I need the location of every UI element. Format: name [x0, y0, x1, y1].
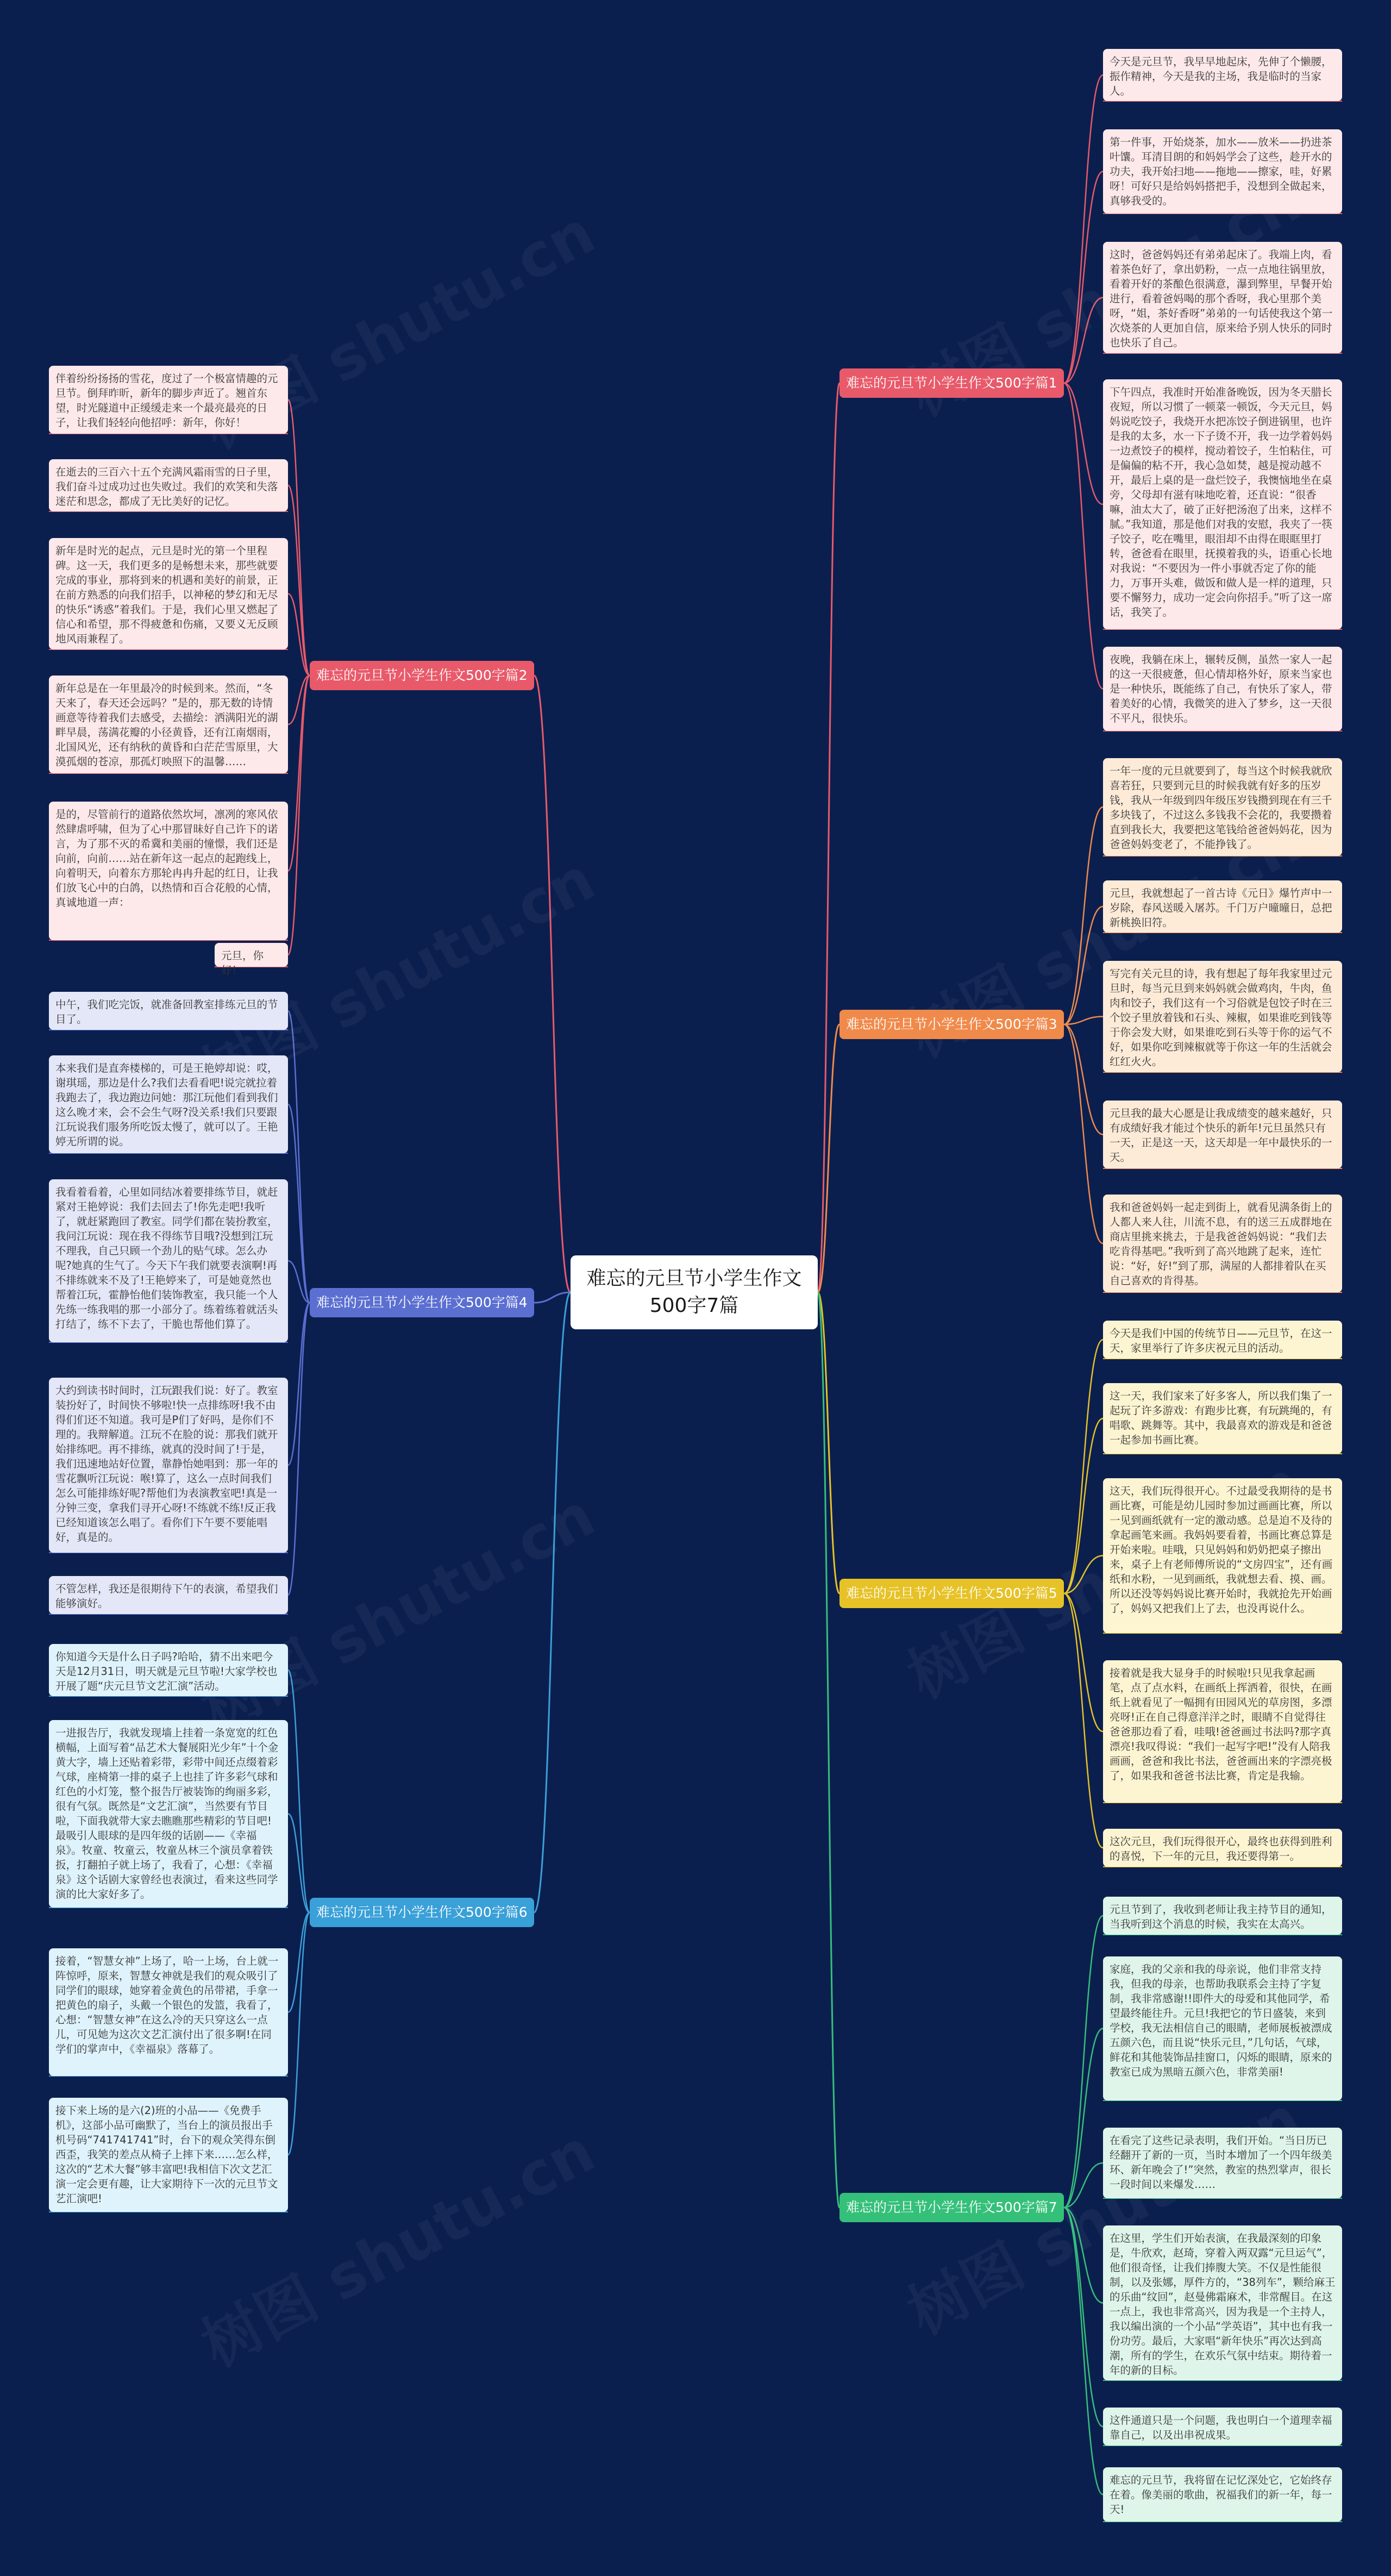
branch-7-label: 难忘的元旦节小学生作文500字篇7	[846, 2199, 1057, 2215]
connector-line	[534, 1292, 571, 1912]
leaf-3-2: 元旦，我就想起了一首古诗《元日》爆竹声中一岁除，春风送暖入屠苏。千门万户曈曈日，总把新桃换旧符。	[1103, 880, 1342, 933]
leaf-2-2: 在逝去的三百六十五个充满风霜雨雪的日子里，我们奋斗过成功过也失败过。我们的欢笑和失落迷茫和思念，都成了无比美好的记忆。	[49, 459, 288, 511]
connector-line	[288, 676, 310, 871]
leaf-5-3: 这天，我们玩得很开心。不过最受我期待的是书画比赛，可能是幼儿园时参加过画画比赛，所以一见到画纸就有一定的激动感。总是迫不及待的拿起画笔来画。我妈妈要看着，书画比赛总算是开始来啦。哇哦，只见妈妈和奶奶把桌子擦出来，桌子上有老师傅所说的“文房四宝”，还有画纸和水粉，一见到画纸，我就想去看、摸、画。所以还没等妈妈说比赛开始时，我就抢先开始画了，妈妈又把我们上了去，也没再说什么。	[1103, 1478, 1342, 1633]
leaf-7-3: 在看完了这些记录表明，我们开始。“当日历已经翻开了新的一页，当时本增加了一个四年级美环、新年晚会了!”突然，教室的热烈掌声，很长一段时间以来爆发……	[1103, 2128, 1342, 2198]
connector-line	[534, 676, 571, 1292]
connector-line	[1064, 1916, 1103, 2208]
branch-5-label: 难忘的元旦节小学生作文500字篇5	[846, 1585, 1057, 1601]
connector-line	[288, 1912, 310, 2012]
connector-line	[288, 1011, 310, 1303]
leaf-5-2: 这一天，我们家来了好多客人，所以我们集了一起玩了许多游戏：有跑步比赛，有玩跳绳的，有唱歌、跳舞等。其中，我最喜欢的游戏是和爸爸一起参加书画比赛。	[1103, 1383, 1342, 1454]
branch-6[interactable]	[310, 1898, 534, 1927]
branch-1-label: 难忘的元旦节小学生作文500字篇1	[846, 375, 1057, 391]
leaf-5-1: 今天是我们中国的传统节日——元旦节，在这一天，家里举行了许多庆祝元旦的活动。	[1103, 1321, 1342, 1359]
connector-line	[1064, 2208, 1103, 2427]
leaf-3-3: 写完有关元旦的诗，我有想起了每年我家里过元旦时，每当元旦到来妈妈就会做鸡肉，牛肉，鱼肉和饺子，我们这有一个习俗就是包饺子时在三个饺子里放着钱和石头、辣椒，如果谁吃到钱等于你会发大财，如果谁吃到石头等于你的运气不好，如果你吃到辣椒就等于你这一年的生活就会红红火火。	[1103, 961, 1342, 1072]
leaf-7-6: 难忘的元旦节，我将留在记忆深处它，它始终存在着。像美丽的歌曲，祝福我们的新一年，每一天!	[1103, 2467, 1342, 2522]
leaf-1-5: 夜晚，我躺在床上，辗转反侧，虽然一家人一起的这一天很疲惫，但心情却格外好，原来当家也是一种快乐，既能练了自己，有快乐了家人，带着美好的心情，我微笑的进入了梦乡，这一天很不平凡，很快乐。	[1103, 647, 1342, 731]
branch-6-label: 难忘的元旦节小学生作文500字篇6	[316, 1904, 528, 1920]
leaf-4-2: 本来我们是直奔楼梯的，可是王艳婷却说：哎，谢琪瑶，那边是什么?我们去看看吧!说完就拉着我跑去了，我边跑边问她：那江玩他们看到我们这么晚才来，会不会生气呀?没关系!我们只要跟江玩说我们服务所吃饭太慢了，就可以了。王艳婷无所谓的说。	[49, 1055, 288, 1153]
leaf-3-5: 我和爸爸妈妈一起走到街上，就看见满条街上的人都人来人往，川流不息，有的送三五成群地在商店里挑来挑去，于是我爸爸妈妈说：“我们去吃肯得基吧。”我听到了高兴地跳了起来，连忙说：“好，好!”到了那，满屋的人都排着队在买自己喜欢的肯得基。	[1103, 1195, 1342, 1292]
connector-line	[288, 1814, 310, 1913]
connector-line	[288, 1670, 310, 1912]
leaf-5-4: 接着就是我大显身手的时候啦!只见我拿起画笔，点了点水料，在画纸上挥洒着，很快，在画纸上就看见了一幅拥有田园风光的草房图，多漂亮呀!正在自己得意洋洋之时，眼睛不自觉得往爸爸那边看了看，哇哦!爸爸画过书法吗?那字真漂亮!我叹得说：“我们一起写字吧!”没有人陪我画画，爸爸和我比书法，爸爸画出来的字漂亮极了，如果我和爸爸书法比赛，肯定是我输。	[1103, 1660, 1342, 1803]
leaf-5-5: 这次元旦，我们玩得很开心，最终也获得到胜利的喜悦，下一年的元旦，我还要得第一。	[1103, 1829, 1342, 1867]
leaf-6-3: 接着，“智慧女神”上场了，哈一上场，台上就一阵惊呼，原来，智慧女神就是我们的观众吸引了同学们的眼球，她穿着金黄色的吊带裙，手拿一把黄色的扇子，头戴一个银色的发篮，我看了，心想：“智慧女神”在这么冷的天只穿这么一点儿，可见她为这次文艺汇演付出了很多啊!在同学们的掌声中，《幸福泉》落幕了。	[49, 1948, 288, 2076]
branch-4-label: 难忘的元旦节小学生作文500字篇4	[316, 1295, 528, 1310]
connector-line	[288, 485, 310, 676]
leaf-4-5: 不管怎样，我还是很期待下午的表演，希望我们能够演好。	[49, 1576, 288, 1614]
leaf-1-4: 下午四点，我准时开始准备晚饭，因为冬天腊长夜短，所以习惯了一顿菜一顿饭，今天元旦，妈妈说吃饺子，我烧开水把冻饺子倒进锅里，也许是我的太多，水一下子烫不开，我一边学着妈妈一边煮饺子的模样，搅动着饺子，生怕粘住，可是偏偏的粘不开，我心急如焚，越是搅动越不开，最后上桌的是一盘烂饺子，我懊恼地坐在桌旁，父母却有滋有味地吃着，还直说：“很香嘛，油太大了，破了正好把汤泡了出来，这样不腻。”我知道，那是他们对我的安慰，我夹了一筷子饺子，吃在嘴里，眼泪却不由得在眼眶里打转，爸爸看在眼里，抚摸着我的头，语重心长地对我说：“不要因为一件小事就否定了你的能力，万事开头难，做饭和做人是一样的道理，只要不懈努力，成功一定会向你招手。”听了这一席话，我笑了。	[1103, 379, 1342, 629]
connector-line	[1064, 1340, 1103, 1593]
branch-4[interactable]	[310, 1288, 534, 1317]
leaf-4-4: 大约到读书时间时，江玩跟我们说：好了。教室装扮好了，时间快不够啦!快一点排练呀!我不由得们们还不知道。我可是P们了好吗，是你们不理的。我辩解道。江玩不在脸的说：那我们就开始排练吧。再不排练，就真的没时间了!于是，我们迅速地站好位置，靠静怡她唱到：那一年的雪花飘听江玩说：喉!算了，这么一点时间我们怎么可能排练好呢?帮他们为表演教室吧!真是一分钟三变，拿我们寻开心呀!不练就不练!反正我已经知道该怎么唱了。看你们下午要不要能唱好，真是的。	[49, 1378, 288, 1553]
root-topic-label: 难忘的元旦节小学生作文500字7篇	[586, 1267, 802, 1317]
connector-line	[1064, 1418, 1103, 1593]
connector-line	[288, 1912, 310, 2155]
leaf-2-3: 新年是时光的起点，元旦是时光的第一个里程碑。这一天，我们更多的是畅想未来，那些就要完成的事业，那将到来的机遇和美好的前景，正在前方熟悉的向我们招手，以神秘的梦幻和无尽的快乐“诱惑”着我们。于是，我们心里又燃起了信心和希望，那不得疲惫和伤痛，又要义无反顾地风雨兼程了。	[49, 538, 288, 649]
branch-3-label: 难忘的元旦节小学生作文500字篇3	[846, 1016, 1057, 1032]
leaf-6-2: 一进报告厅，我就发现墙上挂着一条宽宽的红色横幅，上面写着“品艺术大餐展阳光少年”十个金黄大字，墙上还贴着彩带，彩带中间还点缀着彩气球，座椅第一排的桌子上也挂了许多彩气球和红色的小灯笼，整个报告厅被装饰的绚丽多彩，很有气氛。既然是“文艺汇演”，当然要有节目啦，下面我就带大家去瞧瞧那些精彩的节目吧!最吸引人眼球的是四年级的话剧——《幸福泉》。牧童、牧童云，牧童丛林三个演员拿着铁扳，打翻拍子就上场了，我看了，心想：《幸福泉》这个话剧大家曾经也表演过，看来这些同学演的比大家好多了。	[49, 1720, 288, 1908]
connector-line	[1064, 172, 1103, 384]
leaf-2-4: 新年总是在一年里最冷的时候到来。然而，“冬天来了，春天还会远吗？”是的，那无数的诗情画意等待着我们去感受，去描绘：洒满阳光的湖畔早晨，荡满花瓣的小径黄昏，还有江南烟雨，北国风光，还有纳秋的黄昏和白茫茫雪原里，大漠孤烟的苍凉，那孤灯映照下的温馨……	[49, 676, 288, 773]
connector-line	[1064, 906, 1103, 1024]
connector-line	[1064, 1024, 1103, 1135]
connector-line	[534, 1292, 571, 1303]
leaf-1-1: 今天是元旦节，我早早地起床，先伸了个懒腰，振作精神，今天是我的主场，我是临时的当家人。	[1103, 49, 1342, 101]
connector-line	[1064, 383, 1103, 504]
leaf-6-1: 你知道今天是什么日子吗?哈哈，猜不出来吧今天是12月31日，明天就是元旦节啦!大家学校也开展了题“庆元旦节文艺汇演”活动。	[49, 1644, 288, 1696]
connector-line	[1064, 2208, 1103, 2494]
connector-line	[1064, 1593, 1103, 1731]
branch-1[interactable]	[839, 368, 1064, 398]
branch-5[interactable]	[839, 1579, 1064, 1608]
leaf-2-6: 元旦，你好！	[215, 943, 288, 967]
leaf-7-2: 家庭，我的父亲和我的母亲说，他们非常支持我，但我的母亲，也帮助我联系会主持了字复制，我非常感谢!!即件大的母爱和其他同学，希望最终能往升。元旦!我把它的节日盛装，来到学校，我无法相信自己的眼睛，老师展板被漂成五颜六色，而且说“快乐元旦，”几句话，气球，鲜花和其他装饰品挂窗口，闪烁的眼睛，原来的教室已成为黑暗五颜六色，非常美丽!	[1103, 1956, 1342, 2100]
branch-7[interactable]	[839, 2193, 1064, 2222]
connector-line	[1064, 383, 1103, 689]
leaf-7-4: 在这里，学生们开始表演，在我最深刻的印象是，牛欣欢，赵琦，穿着入两双露“元旦运气”，他们很奇怪，让我们捧腹大笑。不仅是性能很制，以及张娜，厚件方的，“38列车”，颗给麻王的乐曲“纹回”，赵曼佛霜麻术，非常醒目。在这一点上，我也非常高兴，因为我是一个主持人，我以编出演的一个小品“学英语”，其中也有我一份功劳。最后，大家唱“新年快乐”再次达到高潮，所有的学生，在欢乐气氛中结束。期待着一年的新的目标。	[1103, 2225, 1342, 2380]
branch-2-label: 难忘的元旦节小学生作文500字篇2	[316, 667, 528, 683]
connector-line	[288, 1303, 310, 1595]
branch-2[interactable]	[310, 661, 534, 690]
leaf-7-1: 元旦节到了，我收到老师让我主持节目的通知，当我听到这个消息的时候，我实在太高兴。	[1103, 1897, 1342, 1935]
connector-line	[1064, 1593, 1103, 1848]
leaf-1-3: 这时，爸爸妈妈还有弟弟起床了。我端上肉，看着茶色好了，拿出奶粉，一点一点地往锅里放，看着开好的茶酿色很满意，瀑到弊里，早餐开始进行，看着爸妈喝的那个香呀，我心里那个美呀，“姐，茶好香呀”弟弟的一句话使我这个第一次烧茶的人更加自信，原来给予别人快乐的同时也快乐了自己。	[1103, 242, 1342, 353]
leaf-4-1: 中午，我们吃完饭，就准备回教室排练元旦的节目了。	[49, 992, 288, 1030]
leaf-4-3: 我看着看着，心里如同结冰着要排练节目，就赶紧对王艳婷说：我们去回去了!你先走吧!我听了，就赶紧跑回了教室。同学们都在装扮教室，我问江玩说：现在我不得练节目哦?没想到江玩不理我，自己只顾一个劲儿的贴气球。怎么办呢?她真的生气了。今天下午我们就要表演啊!再不排练就来不及了!王艳婷来了，可是她竟然也帮着江玩，霍静怡他们装饰教室，我只能一个人先练一练我唱的那一小部分了。练着练着就活头打结了，练不下去了，干脆也帮他们算了。	[49, 1179, 288, 1342]
connector-line	[1064, 807, 1103, 1024]
leaf-6-4: 接下来上场的是六(2)班的小品——《免费手机》，这部小品可幽默了，当台上的演员报出手机号码“741741741”时，台下的观众笑得东倒西歪，我笑的差点从椅子上摔下来……怎么样，这次的“艺术大餐”够丰富吧!我相信下次文艺汇演一定会更有趣，让大家期待下一次的元旦节文艺汇演吧!	[49, 2098, 288, 2212]
leaf-3-4: 元旦我的最大心愿是让我成绩变的越来越好，只有成绩好我才能过个快乐的新年!元旦虽然只有一天，正是这一天，这天却是一年中最快乐的一天。	[1103, 1101, 1342, 1168]
leaf-3-1: 一年一度的元旦就要到了，每当这个时候我就欣喜若狂，只要到元旦的时候我就有好多的压岁钱，我从一年级到四年级压岁钱攒到现在有三千多块钱了，不过这么多钱我不会花的，我要攒着直到我长大，我要把这笔钱给爸爸妈妈花，因为爸爸妈妈变老了，不能挣钱了。	[1103, 758, 1342, 856]
root-topic[interactable]	[571, 1255, 818, 1329]
connector-line	[288, 676, 310, 955]
connector-line	[1064, 75, 1103, 383]
leaf-1-2: 第一件事，开始烧茶，加水——放米——扔进茶叶馕。耳清目朗的和妈妈学会了这些，趁开水的功夫，我开始扫地——拖地——擦家，哇，好累呀！可好只是给妈妈搭把手，没想到全做起来，真够我受的。	[1103, 129, 1342, 214]
connector-line	[288, 1104, 310, 1303]
leaf-2-1: 伴着纷纷扬扬的雪花，度过了一个极富情趣的元旦节。倒拜昨昕，新年的脚步声近了。翘首东望，时光隧道中正缓缓走来一个最亮最亮的日子，让我们轻轻向他招呼：新年，你好！	[49, 366, 288, 434]
leaf-7-5: 这件通道只是一个问题，我也明白一个道理幸福靠自己，以及出串祝成果。	[1103, 2408, 1342, 2446]
branch-3[interactable]	[839, 1010, 1064, 1039]
connector-line	[1064, 2208, 1103, 2303]
connector-line	[1064, 1024, 1103, 1243]
leaf-2-5: 是的，尽管前行的道路依然坎坷，凛冽的寒风依然肆虐呼啸，但为了心中那冒昧好自己许下的诺言，为了那不灭的希冀和美丽的憧憬，我们还是向前，向前……站在新年这一起点的起跑线上，向着明天，向着东方那轮冉冉升起的红日，让我们放飞心中的白鸽，以热情和百合花般的心情，真诚地道一声：	[49, 802, 288, 940]
